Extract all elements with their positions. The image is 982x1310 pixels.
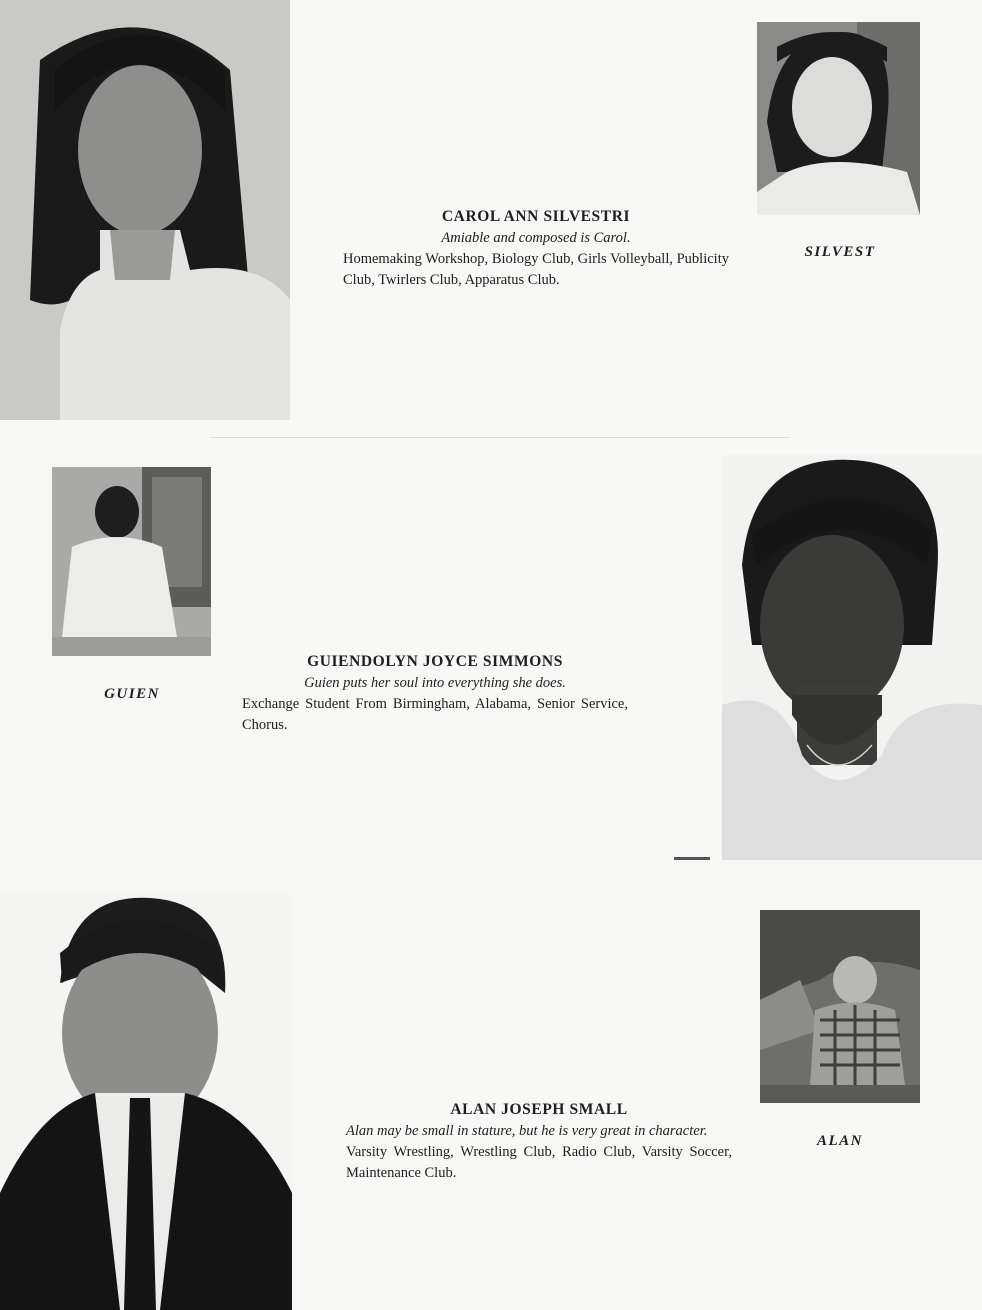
candid-photo-alan <box>760 910 920 1103</box>
section-divider <box>674 857 710 860</box>
portrait-photo-alan <box>0 893 292 1310</box>
student-activities: Exchange Student From Birmingham, Alabama, Senior Service, Chorus. <box>242 696 628 733</box>
student-activities: Homemaking Workshop, Biology Club, Girls Volleyball, Publicity Club, Twirlers Club, Apparatus Club. <box>343 251 729 288</box>
bio-carol <box>343 206 729 291</box>
student-name: CAROL ANN SILVESTRI <box>441 208 631 225</box>
candid-photo-carol <box>757 22 920 215</box>
portrait-photo-carol <box>0 0 290 420</box>
portrait-photo-guien <box>722 455 982 860</box>
student-quote: Alan may be small in stature, but he is very great in character. <box>346 1123 708 1139</box>
student-quote: Guien puts her soul into everything she does. <box>304 675 566 691</box>
student-name: GUIENDOLYN JOYCE SIMMONS <box>307 653 563 670</box>
student-quote: Amiable and composed is Carol. <box>441 230 631 246</box>
bio-alan <box>346 1099 732 1184</box>
nickname-caption: GUIEN <box>104 686 160 702</box>
nickname-caption: ALAN <box>816 1133 863 1149</box>
candid-photo-guien <box>52 467 211 656</box>
nickname-caption: SILVEST <box>804 244 876 260</box>
bio-guien <box>242 651 628 736</box>
student-name: ALAN JOSEPH SMALL <box>450 1101 628 1118</box>
section-divider <box>210 437 790 438</box>
student-activities: Varsity Wrestling, Wrestling Club, Radio Club, Varsity Soccer, Maintenance Club. <box>346 1144 732 1181</box>
